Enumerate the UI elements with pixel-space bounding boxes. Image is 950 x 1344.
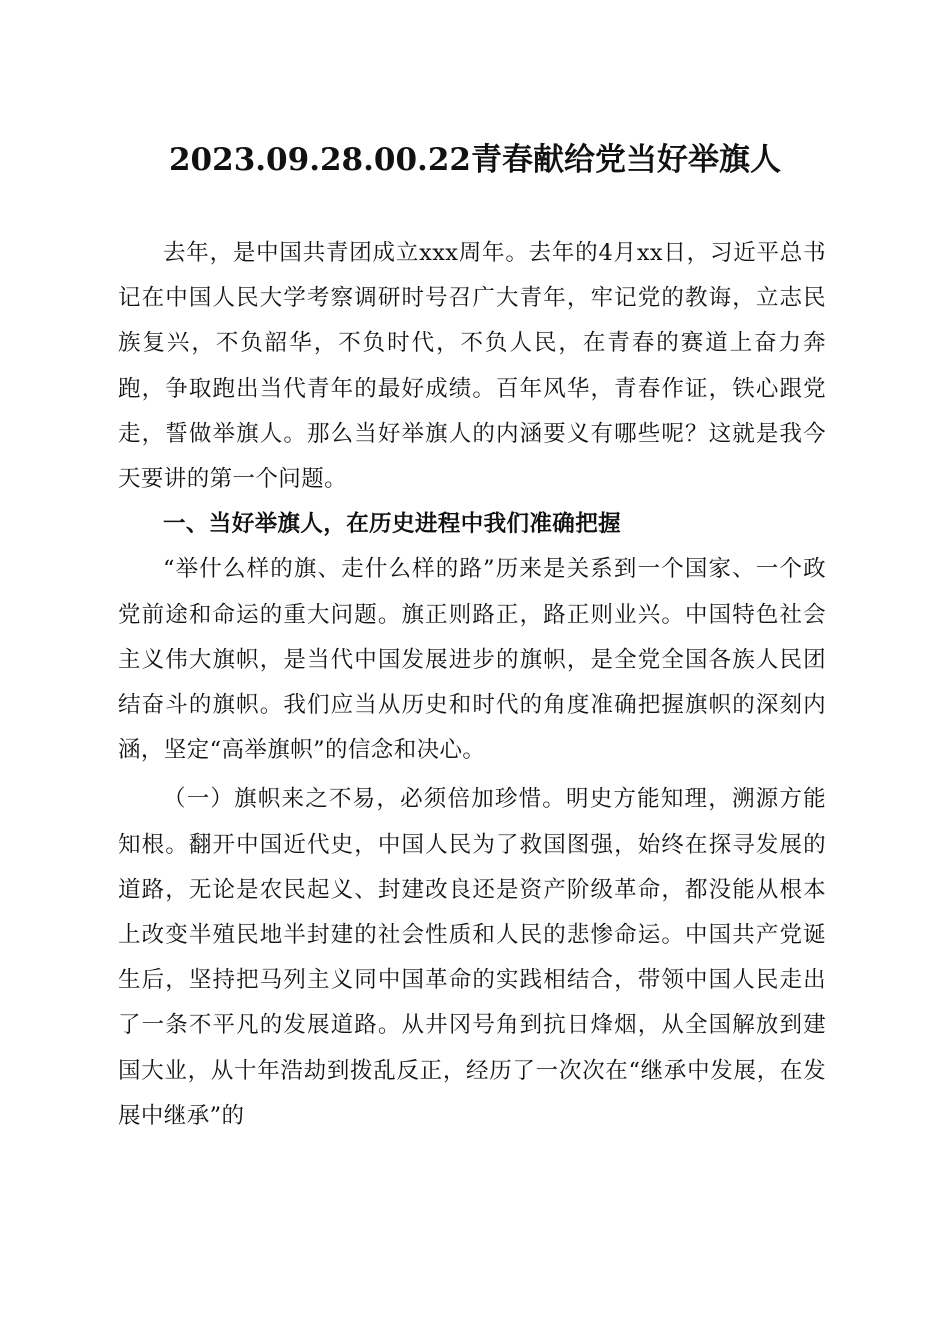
intro-paragraph: 去年，是中国共青团成立xxx周年。去年的4月xx日，习近平总书记在中国人民大学考察调研时号召广大青年，牢记党的教诲，立志民族复兴，不负韶华，不负时代，不负人民，在青春的赛道上奋力奔跑，争取跑出当代青年的最好成绩。百年风华，青春作证，铁心跟党走，誓做举旗人。那么当好举旗人的内涵要义有哪些呢？这就是我今天要讲的第一个问题。 bbox=[118, 240, 826, 493]
section-heading: 一、当好举旗人，在历史进程中我们准确把握 bbox=[163, 511, 622, 538]
document-body bbox=[118, 231, 826, 1139]
subsection-paragraph bbox=[118, 777, 826, 1139]
subsection-body: 明史方能知理，溯源方能知根。翻开中国近代史，中国人民为了救国图强，始终在探寻发展的道路，无论是农民起义、封建改良还是资产阶级革命，都没能从根本上改变半殖民地半封建的社会性质和人民的悲惨命运。中国共产党诞生后，坚持把马列主义同中国革命的实践相结合，带领中国人民走出了一条不平凡的发展道路。从井冈号角到抗日烽烟，从全国解放到建国大业，从十年浩劫到拨乱反正，经历了一次次在“继承中发展，在发展中继承”的 bbox=[118, 786, 826, 1129]
document-title: 2023.09.28.00.22青春献给党当好举旗人 bbox=[168, 142, 781, 178]
section-paragraph: “举什么样的旗、走什么样的路”历来是关系到一个国家、一个政党前途和命运的重大问题。旗正则路正，路正则业兴。中国特色社会主义伟大旗帜，是当代中国发展进步的旗帜，是全党全国各族人民团结奋斗的旗帜。我们应当从历史和时代的角度准确把握旗帜的深刻内涵，坚定“高举旗帜”的信念和决心。 bbox=[118, 556, 826, 764]
subsection-lead: （一）旗帜来之不易，必须倍加珍惜。 bbox=[163, 786, 567, 813]
